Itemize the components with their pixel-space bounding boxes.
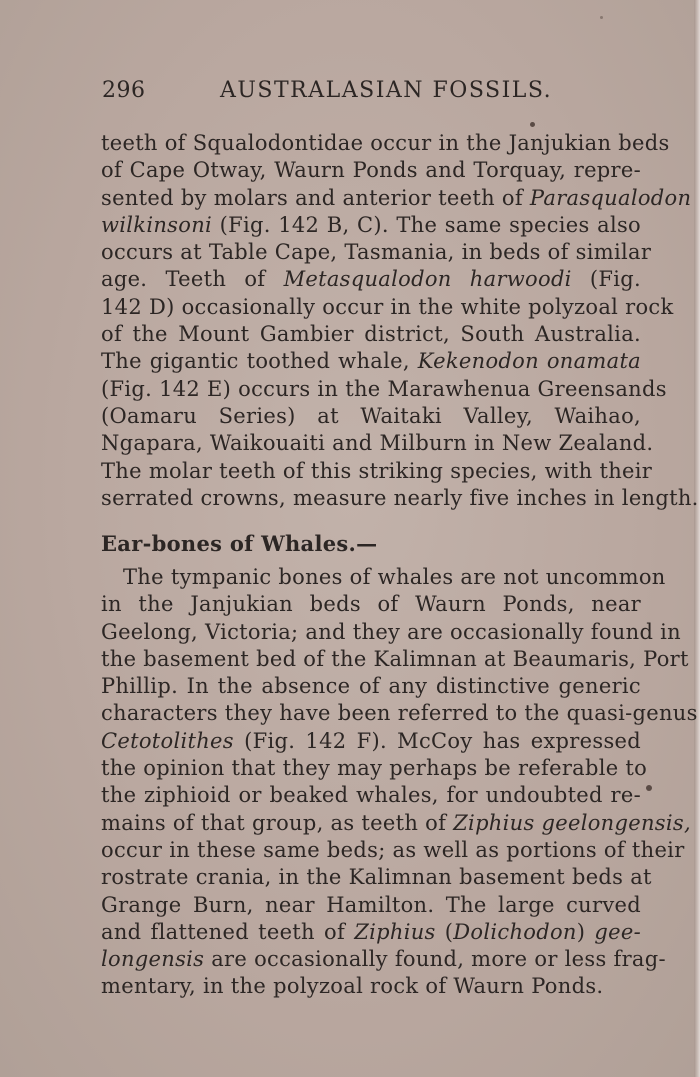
- text-run: the opinion that they may perhaps be referable to: [101, 756, 648, 781]
- text-line: [101, 294, 674, 321]
- italic-taxon-name: Metasqualodon harwoodi: [283, 267, 572, 292]
- text-line: [101, 485, 699, 512]
- text-line: [101, 646, 689, 673]
- text-line: [101, 837, 685, 864]
- text-run: Geelong, Victoria; and they are occasionally found in: [101, 619, 682, 644]
- italic-taxon-name: Ziphius geelongensis,: [453, 810, 691, 835]
- text-line: [101, 755, 648, 782]
- text-run: (: [435, 919, 454, 944]
- text-run: The tympanic bones of whales are not uncommon: [123, 565, 666, 589]
- text-run: The gigantic toothed whale,: [101, 349, 418, 374]
- text-line: [101, 403, 641, 430]
- italic-taxon-name: Cetotolithes: [101, 728, 234, 753]
- page-number: 296: [102, 78, 146, 103]
- italic-taxon-name: Ziphius: [354, 919, 436, 944]
- text-line: [101, 266, 641, 293]
- italic-taxon-name: Parasqualodon: [529, 185, 692, 210]
- text-line: [101, 458, 653, 485]
- text-run: Ngapara, Waikouaiti and Milburn in New Zealand.: [101, 431, 654, 456]
- text-line: [101, 239, 652, 266]
- text-run: of Cape Otway, Waurn Ponds and Torquay, repre-: [101, 158, 641, 183]
- text-run: 142 D) occasionally occur in the white polyzoal rock: [101, 294, 674, 319]
- text-run: Phillip. In the absence of any distinctive generic: [101, 674, 641, 699]
- text-line: [101, 430, 654, 457]
- text-run: are occasionally found, more or less frag-: [204, 947, 666, 972]
- italic-taxon-name: Dolichodon: [453, 919, 577, 944]
- text-line: [101, 782, 641, 809]
- text-run: occur in these same beds; as well as portions of their: [101, 837, 685, 862]
- running-head: AUSTRALASIAN FOSSILS.: [220, 78, 553, 103]
- text-run: Grange Burn, near Hamilton. The large curved: [101, 892, 641, 917]
- text-line: [101, 157, 641, 184]
- paper-speck: [646, 785, 652, 791]
- text-line: [101, 946, 666, 973]
- page-edge: [694, 0, 700, 1077]
- text-run: mentary, in the polyzoal rock of Waurn Ponds.: [101, 974, 604, 999]
- text-line: [101, 619, 682, 646]
- paragraph-ear-bones: [101, 564, 698, 1001]
- text-run: (Fig. 142 E) occurs in the Marawhenua Greensands: [101, 376, 667, 401]
- text-run: serrated crowns, measure nearly five inches in length.: [101, 485, 699, 510]
- italic-taxon-name: longensis: [101, 947, 205, 972]
- text-run: characters they have been referred to the quasi-genus: [101, 701, 698, 726]
- text-run: (Fig. 142 B, C). The same species also: [212, 212, 641, 237]
- text-run: in the Janjukian beds of Waurn Ponds, near: [101, 592, 641, 617]
- text-run: sented by molars and anterior teeth of: [101, 185, 530, 210]
- text-line: [101, 212, 641, 239]
- text-line: [101, 919, 641, 946]
- text-run: teeth of Squalodontidae occur in the Janjukian beds: [101, 131, 670, 155]
- text-line: [101, 185, 692, 212]
- text-line: [101, 376, 667, 403]
- text-line: [101, 728, 641, 755]
- text-run: and flattened teeth of: [101, 919, 355, 944]
- text-run: occurs at Table Cape, Tasmania, in beds of similar: [101, 240, 652, 265]
- text-run: ): [576, 919, 595, 944]
- text-run: (Oamaru Series) at Waitaki Valley, Waihao,: [101, 403, 641, 428]
- text-run: (Fig. 142 F). McCoy has expressed: [233, 728, 641, 753]
- text-run: age. Teeth of: [101, 267, 284, 292]
- text-line: [101, 810, 691, 837]
- section-heading: Ear-bones of Whales.—: [101, 531, 378, 556]
- paragraph-whale-teeth: [101, 130, 699, 512]
- text-run: The molar teeth of this striking species, with their: [101, 458, 653, 483]
- text-line: [101, 673, 641, 700]
- text-line: [101, 348, 641, 375]
- italic-taxon-name: wilkinsoni: [101, 212, 213, 237]
- text-line: [101, 892, 641, 919]
- italic-taxon-name: Kekenodon onamata: [417, 349, 641, 374]
- text-run: the ziphioid or beaked whales, for undoubted re-: [101, 783, 641, 808]
- paper-speck: [530, 122, 535, 127]
- text-run: rostrate crania, in the Kalimnan basement beds at: [101, 865, 652, 890]
- text-run: of the Mount Gambier district, South Australia.: [101, 322, 641, 347]
- paper-speck: [600, 16, 603, 19]
- italic-taxon-name: gee-: [594, 919, 641, 944]
- text-run: the basement bed of the Kalimnan at Beaumaris, Port: [101, 646, 689, 671]
- text-line: [101, 864, 652, 891]
- text-line: [101, 321, 641, 348]
- page-header: [102, 78, 642, 108]
- text-run: mains of that group, as teeth of: [101, 810, 454, 835]
- text-line: [101, 591, 641, 618]
- text-line: [101, 130, 670, 157]
- text-line: [101, 564, 666, 591]
- text-line: [101, 700, 698, 727]
- text-run: (Fig.: [571, 267, 641, 292]
- text-line: [101, 973, 641, 1000]
